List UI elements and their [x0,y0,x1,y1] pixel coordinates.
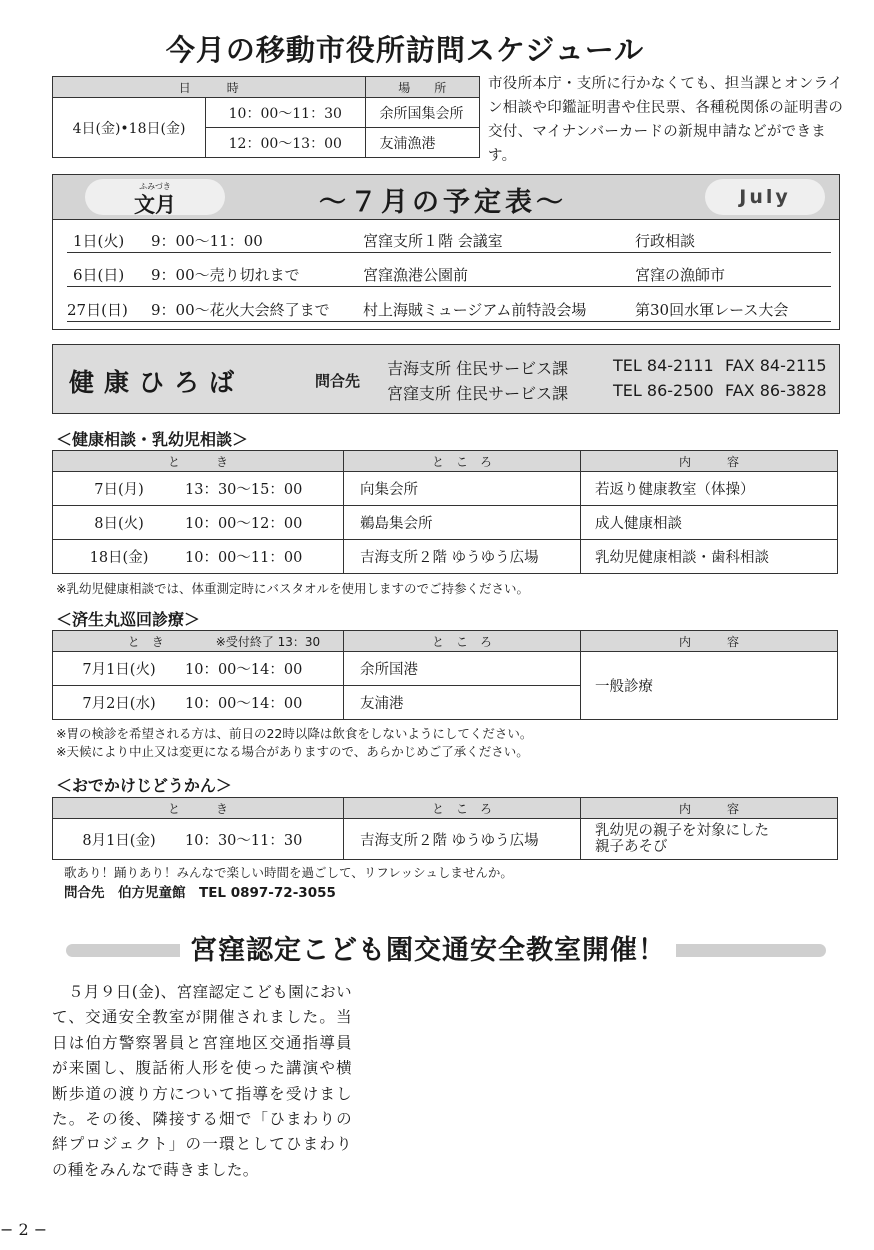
event-time: 9：00〜花火大会終了まで [151,301,330,319]
event-date: 1日(火) [73,232,125,250]
row-content: 成人健康相談 [581,506,838,540]
col-header-content: 内 容 [581,631,838,652]
row-date: 18日(金) [89,550,149,566]
contact-tel: TEL 84-2111 [613,356,714,375]
saiseimaru-section-label: ＜済生丸巡回診療＞ [56,610,201,629]
page-number: − 2 − [0,1220,48,1239]
event-place: 村上海賊ミュージアム前特設会場 [363,301,587,319]
july-event-row [67,297,831,322]
health-plaza-header [52,344,840,414]
consult-table [52,450,838,574]
row-date: 7月1日(火) [82,662,156,678]
row-place: 余所国港 [344,652,581,686]
row-place: 友浦港 [344,686,581,720]
event-time: 9：00〜11：00 [151,232,263,250]
row-content: 一般診療 [581,652,838,720]
event-name: 第30回水軍レース大会 [635,301,789,319]
july-english: July [739,186,791,208]
article-title: 宮窪認定こども園交通安全教室開催！ [180,928,676,967]
contact-office: 吉海支所 住民サービス課 [387,359,569,378]
contact-fax: FAX 84-2115 [725,356,827,375]
col-header-where: と こ ろ [344,631,581,652]
july-schedule [52,174,840,330]
july-event-row [67,228,831,253]
visit-schedule-table [52,76,480,158]
visit-place: 余所国集会所 [365,98,479,128]
visit-time: 10：00〜11：30 [206,98,366,128]
row-content: 若返り健康教室（体操） [581,472,838,506]
contact-fax: FAX 86-3828 [725,381,827,400]
row-date: 7日(月) [94,482,144,498]
row-content: 乳幼児健康相談・歯科相談 [581,540,838,574]
col-header-where: と こ ろ [344,451,581,472]
event-place: 宮窪漁港公園前 [363,266,469,284]
event-place: 宮窪支所１階 会議室 [363,232,503,250]
table-row [53,652,838,686]
page-title: 今月の移動市役所訪問スケジュール [165,33,645,67]
row-time: 10：00〜12：00 [185,516,303,532]
article-body: ５月９日(金)、宮窪認定こども園において、交通安全教室が開催されました。当日は伯方警察署員と宮窪地区交通指導員が来園し、腹話術人形を使った講演や横断歩道の渡り方について指導を受けました。その後、隣接する畑で「ひまわりの絆プロジェクト」の一環としてひまわりの種をみんなで蒔きました。 [52,983,352,1179]
row-place: 吉海支所２階 ゆうゆう広場 [344,540,581,574]
col-header-when [53,631,344,652]
row-time: 10：00〜14：00 [185,662,303,678]
row-time: 13：30〜15：00 [185,482,303,498]
saiseimaru-note: ※天候により中止又は変更になる場合がありますので、あらかじめご了承ください。 [56,744,529,759]
row-content-line: 乳幼児の親子を対象にした [595,823,769,839]
event-date: 6日(日) [73,266,125,284]
row-place: 鵜島集会所 [344,506,581,540]
event-name: 行政相談 [635,232,696,250]
col-header-where: と こ ろ [344,798,581,819]
consult-note: ※乳幼児健康相談では、体重測定時にバスタオルを使用しますのでご持参ください。 [56,581,529,596]
row-date: 8月1日(金) [82,832,156,849]
consult-section-label: ＜健康相談・乳幼児相談＞ [56,430,249,449]
row-time: 10：00〜11：00 [185,550,303,566]
odekake-table [52,797,838,860]
row-date: 8日(火) [94,516,144,532]
visit-description: 市役所本庁・支所に行かなくても、担当課とオンライン相談や印鑑証明書や住民票、各種税関係の証明書の交付、マイナンバーカードの新規申請などができます。 [488,76,844,164]
row-place: 吉海支所２階 ゆうゆう広場 [344,819,581,860]
july-heading: 〜７月の予定表〜 [319,187,567,218]
row-time: 10：00〜14：00 [185,696,303,712]
fumizuki-ruby: ふみづき [139,182,171,191]
event-name: 宮窪の漁師市 [635,266,726,284]
col-header-content: 内 容 [581,798,838,819]
saiseimaru-table [52,630,838,720]
row-place: 向集会所 [344,472,581,506]
table-row [53,819,838,860]
visit-date: 4日(金)•18日(金) [53,98,206,158]
contact-office: 宮窪支所 住民サービス課 [387,384,569,403]
fumizuki-pill [85,179,225,215]
visit-header-place: 場 所 [365,77,479,98]
visit-header-datetime: 日 時 [53,77,366,98]
col-header-when-label: と き [127,634,164,649]
odekake-note: 歌あり！踊りあり！みんなで楽しい時間を過ごして、リフレッシュしませんか。 [64,865,513,880]
col-header-when: と き [53,798,344,819]
odekake-contact: 問合先 伯方児童館 TEL 0897-72-3055 [64,885,336,901]
saiseimaru-note: ※胃の検診を希望される方は、前日の22時以降は飲食をしないようにしてください。 [56,726,533,741]
visit-place: 友浦漁港 [365,128,479,158]
row-time: 10：30〜11：30 [185,832,303,849]
table-row [53,540,838,574]
contact-tel: TEL 86-2500 [613,381,714,400]
odekake-section-label: ＜おでかけじどうかん＞ [56,776,232,795]
row-content [581,819,838,860]
july-header-band [53,175,839,220]
col-header-when: と き [53,451,344,472]
reception-end-note: ※受付終了 13：30 [215,634,321,649]
visit-time: 12：00〜13：00 [206,128,366,158]
table-row [53,472,838,506]
row-date: 7月2日(水) [82,696,156,712]
event-time: 9：00〜売り切れまで [151,266,300,284]
july-pill [705,179,825,215]
health-plaza-title: 健康ひろば [69,368,245,397]
fumizuki-label: 文月 [134,193,176,217]
contact-label: 問合先 [315,372,361,390]
col-header-content: 内 容 [581,451,838,472]
table-row [53,506,838,540]
july-event-row [67,262,831,287]
row-content-line: 親子あそび [595,839,668,855]
event-date: 27日(日) [67,301,128,319]
